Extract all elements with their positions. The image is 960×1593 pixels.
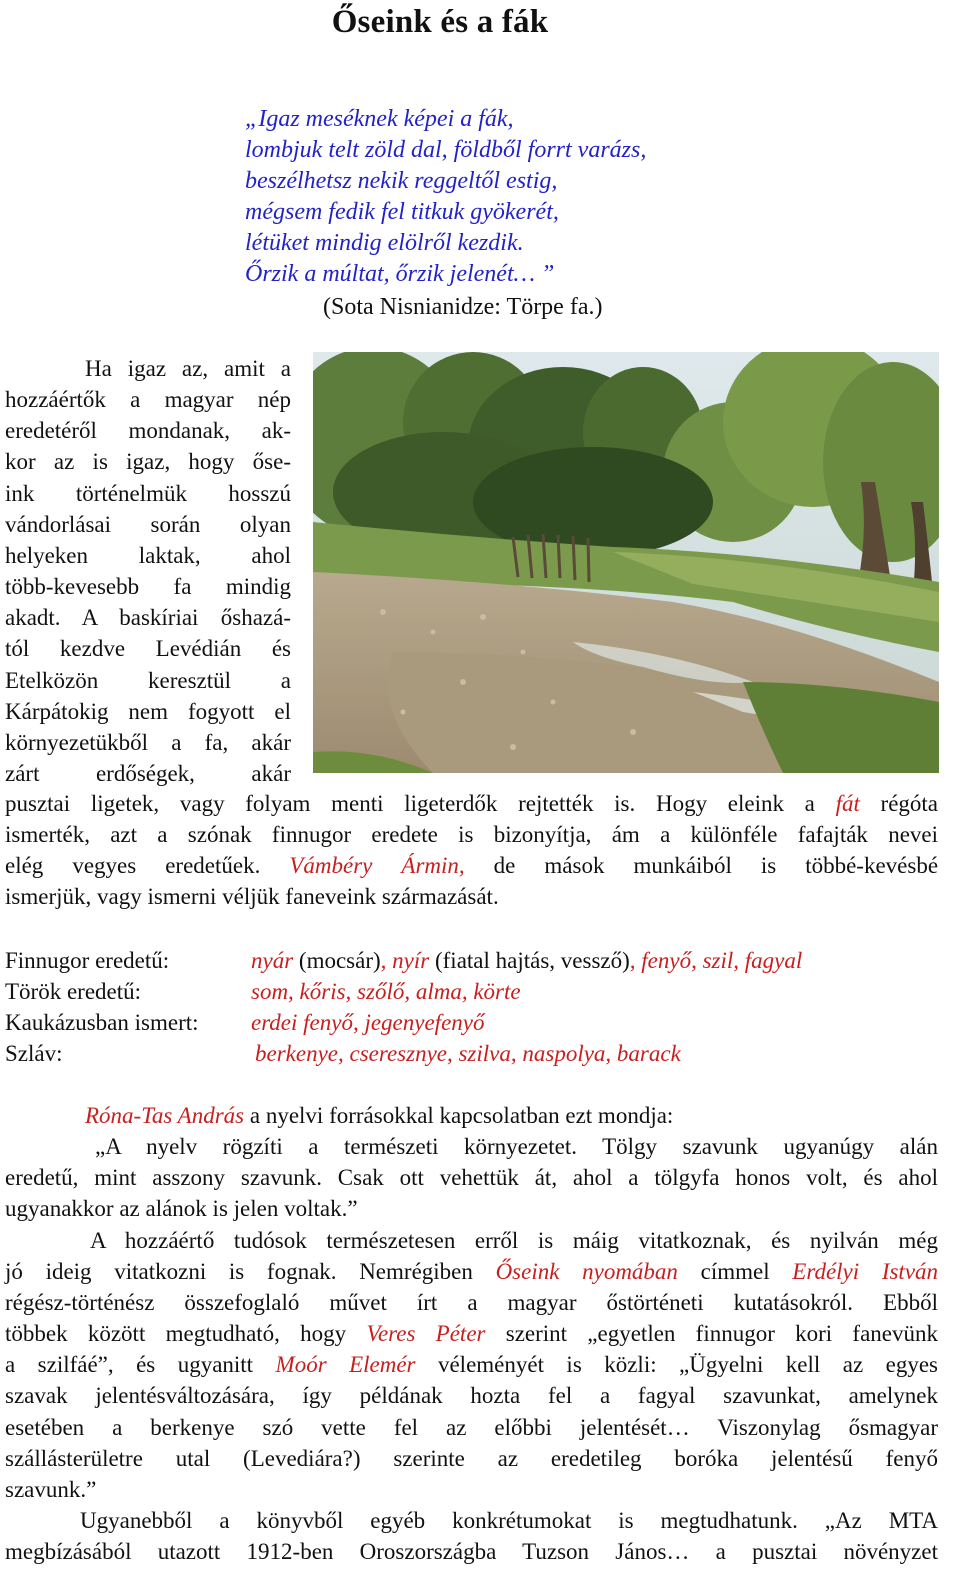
gloss: (fiatal hajtás, vessző) [429,948,630,973]
highlight-term: fát [835,791,860,816]
text-span: szerint „egyetlen finnugor kori fanevünk [505,1321,939,1347]
text-line [5,788,938,819]
text-span: címmel [700,1258,770,1284]
text-line: kor az is igaz, hogy őse- [5,449,291,475]
poem-source: (Sota Nisnianidze: Törpe fa.) [323,294,603,320]
text-line: hozzáértők a magyar nép [5,387,291,413]
author-name: Vámbéry Ármin, [289,853,465,879]
author-name: Moór Elemér [275,1352,416,1378]
text-line: vándorlásai során olyan [5,511,291,537]
text-line [5,1256,938,1287]
origin-label: Kaukázusban ismert: [5,1010,199,1036]
origin-label: Török eredetű: [5,979,142,1005]
text-span: elég vegyes eredetűek. [5,853,261,879]
author-name: Erdélyi István [792,1258,939,1284]
text-line [5,1100,938,1131]
text-line: ugyanakkor az alánok is jelen voltak.” [5,1196,358,1222]
origin-value: som, kőris, szőlő, alma, körte [251,979,521,1005]
tree-name: , fenyő, szil, fagyal [629,948,803,973]
text-line: Etelközön keresztül a [5,667,291,693]
poem-line: beszélhetsz nekik reggeltől estig, [245,168,558,194]
text-line: szavunk.” [5,1476,97,1502]
text-line [5,850,938,881]
text-line: akadt. A baskíriai őshazá- [5,605,291,631]
text-line: Ugyanebből a könyvből egyéb konkrétumokat is megtudhatunk. „Az MTA [80,1508,938,1534]
page-title: Őseink és a fák [331,4,549,40]
text-line: eredetű, mint asszony szavunk. Csak ott vehettük át, ahol a tölgyfa honos volt, és ahol [5,1165,938,1191]
text-line: eredetéről mondanak, ak- [5,418,291,444]
text-line: megbízásából utazott 1912-ben Oroszországba Tuzson János… a pusztai növényzet [5,1539,938,1565]
tree-name: , nyír [380,948,430,973]
riverbed-photo [313,352,939,773]
text-line: „A nyelv rögzíti a természeti környezetet. Tölgy szavunk ugyanúgy alán [95,1134,938,1160]
text-line: környezetükből a fa, akár [5,729,291,755]
riverbed-landscape-illustration [313,352,939,773]
text-line: esetében a berkenye szó vette fel az előbbi jelentését… Viszonylag ősmagyar [5,1414,938,1440]
author-name: Róna-Tas András [85,1103,245,1128]
text-line: ink történelmük hosszú [5,480,291,506]
origin-value [251,945,802,976]
book-title: Őseink nyomában [495,1258,678,1284]
poem [245,104,646,290]
text-line: Ha igaz az, amit a [85,356,291,381]
text-span: a nyelvi forrásokkal kapcsolatban ezt mondja: [244,1103,674,1128]
origin-value: erdei fenyő, jegenyefenyő [251,1010,485,1036]
poem-line: „Igaz meséknek képei a fák, [245,106,514,132]
origin-value: berkenye, cseresznye, szilva, naspolya, barack [255,1041,681,1067]
text-line: régész-történész összefoglaló művet írt a magyar őstörténeti kutatásokról. Ebből [5,1289,938,1315]
origin-label: Finnugor eredetű: [5,948,170,973]
tree-name: nyár [251,948,294,973]
text-line: több-kevesebb fa mindig [5,574,291,600]
text-span: a szilfáé”, és ugyanitt [5,1352,254,1378]
text-line: ismerjük, vagy ismerni véljük faneveink származását. [5,884,499,910]
poem-line: lombjuk telt zöld dal, földből forrt varázs, [245,137,647,163]
text-span: jó ideig vitatkozni is fognak. Nemrégiben [5,1258,473,1284]
text-span: véleményét is közli: „Ügyelni kell az egyes [437,1352,938,1378]
poem-line: Őrzik a múltat, őrzik jelenét… ” [245,261,555,287]
text-line: helyeken laktak, ahol [5,542,291,568]
text-line: zárt erdőségek, akár [5,761,291,787]
text-span: régóta [880,791,939,816]
origin-label: Szláv: [5,1041,63,1067]
gloss: (mocsár) [293,948,381,973]
text-line: szállásterületre utal (Levediára?) szerinte az eredetileg boróka jelentésű fenyő [5,1445,938,1471]
text-span: pusztai ligetek, vagy folyam menti ligeterdők rejtették is. Hogy eleink a [5,791,815,816]
text-line: tól kezdve Levédián és [5,636,291,662]
text-line: szavak jelentésváltozására, így példának hozta fel a fagyal szavunkat, amelynek [5,1383,938,1409]
text-line [5,1349,938,1380]
text-span: többek között megtudható, hogy [5,1321,347,1347]
poem-line: mégsem fedik fel titkuk gyökerét, [245,199,559,225]
text-line: A hozzáértő tudósok természetesen erről is máig vitatkoznak, és nyilván még [90,1227,938,1253]
text-line: Kárpátokig nem fogyott el [5,698,291,724]
text-span: de mások munkáiból is többé-kevésbé [493,853,939,879]
poem-line: létüket mindig elölről kezdik. [245,230,524,256]
text-line: ismerték, azt a szónak finnugor eredete is bizonyítja, ám a különféle fafajták nevei [5,822,938,848]
intro-paragraph [5,353,291,789]
main-text [5,1100,938,1567]
intro-paragraph-continued [5,788,938,913]
author-name: Veres Péter [366,1321,486,1347]
text-line [5,1318,938,1349]
